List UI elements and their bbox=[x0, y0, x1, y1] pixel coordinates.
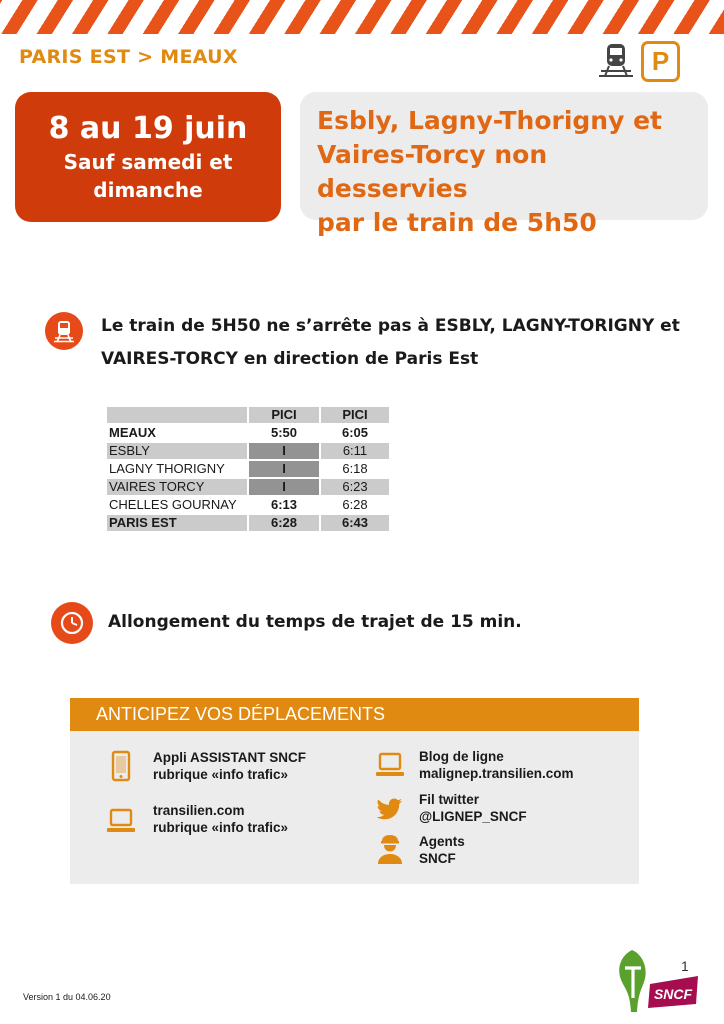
date-exception-line-2: dimanche bbox=[93, 178, 203, 202]
date-exception-line-1: Sauf samedi et bbox=[63, 150, 233, 174]
time-train-2: 6:05 bbox=[341, 425, 369, 440]
table-row bbox=[107, 497, 389, 513]
clock-icon bbox=[51, 602, 93, 644]
time-train-1: I bbox=[249, 479, 319, 495]
timetable-header-row bbox=[107, 407, 389, 423]
station-name: LAGNY THORIGNY bbox=[109, 461, 225, 476]
time-train-2: 6:11 bbox=[321, 443, 389, 459]
time-train-2: 6:28 bbox=[342, 497, 368, 512]
time-train-1: 5:50 bbox=[270, 425, 298, 440]
panel-item-website-line-2: rubrique «info trafic» bbox=[153, 820, 289, 835]
time-train-2: 6:43 bbox=[321, 515, 389, 531]
delay-message: Allongement du temps de trajet de 15 min. bbox=[108, 612, 522, 632]
table-row bbox=[107, 479, 389, 495]
headline-line-1: Esbly, Lagny-Thorigny et bbox=[317, 106, 662, 135]
station-name: ESBLY bbox=[107, 443, 247, 459]
timetable bbox=[105, 405, 391, 533]
laptop-icon bbox=[375, 748, 405, 782]
panel-item-website-line-1: transilien.com bbox=[153, 803, 245, 818]
panel-item-blog-line-2: malignep.transilien.com bbox=[419, 766, 574, 781]
station-name: CHELLES GOURNAY bbox=[109, 497, 237, 512]
table-row bbox=[107, 461, 389, 477]
panel-item-app bbox=[153, 749, 306, 783]
panel-item-twitter-line-2: @LIGNEP_SNCF bbox=[419, 809, 527, 824]
info-message bbox=[101, 310, 701, 376]
panel-item-agents-line-1: Agents bbox=[419, 834, 465, 849]
time-train-2: 6:23 bbox=[321, 479, 389, 495]
time-train-1: I bbox=[249, 461, 319, 477]
info-line-1: Le train de 5H50 ne s’arrête pas à ESBLY, LAGNY-TORIGNY et bbox=[101, 316, 680, 336]
time-train-2: 6:18 bbox=[342, 461, 368, 476]
station-name: PARIS EST bbox=[107, 515, 247, 531]
parking-icon: P bbox=[641, 41, 680, 82]
panel-item-agents bbox=[419, 833, 465, 867]
panel-item-blog bbox=[419, 748, 574, 782]
date-range: 8 au 19 juin bbox=[48, 111, 248, 146]
svg-text:SNCF: SNCF bbox=[653, 986, 693, 1002]
panel-item-app-line-1: Appli ASSISTANT SNCF bbox=[153, 750, 306, 765]
header-cell-train-1: PICI bbox=[249, 407, 319, 423]
anticipate-panel bbox=[70, 698, 639, 884]
version-note: Version 1 du 04.06.20 bbox=[23, 992, 111, 1002]
panel-item-twitter-line-1: Fil twitter bbox=[419, 792, 479, 807]
panel-item-website bbox=[153, 802, 288, 836]
laptop-icon bbox=[106, 804, 136, 838]
panel-item-blog-line-1: Blog de ligne bbox=[419, 749, 504, 764]
time-train-1: I bbox=[249, 443, 319, 459]
panel-item-app-line-2: rubrique «info trafic» bbox=[153, 767, 289, 782]
table-row bbox=[107, 425, 389, 441]
headline-box bbox=[300, 92, 708, 237]
time-train-1: 6:13 bbox=[270, 497, 298, 512]
train-icon bbox=[597, 42, 635, 80]
table-row bbox=[107, 443, 389, 459]
train-circle-icon bbox=[45, 312, 83, 350]
date-box bbox=[15, 92, 281, 222]
twitter-icon bbox=[375, 791, 405, 825]
hazard-stripes bbox=[0, 0, 724, 34]
page-number: 1 bbox=[681, 958, 689, 974]
panel-title: ANTICIPEZ VOS DÉPLACEMENTS bbox=[70, 698, 639, 731]
station-name: MEAUX bbox=[109, 425, 156, 440]
info-line-2: VAIRES-TORCY en direction de Paris Est bbox=[101, 349, 479, 369]
headline-line-2: Vaires-Torcy non desservies bbox=[317, 140, 548, 203]
header-cell-train-2: PICI bbox=[321, 407, 389, 423]
station-name: VAIRES TORCY bbox=[107, 479, 247, 495]
panel-item-agents-line-2: SNCF bbox=[419, 851, 456, 866]
transilien-sncf-logo bbox=[612, 946, 704, 1016]
header-cell-station bbox=[107, 407, 247, 423]
panel-item-twitter bbox=[419, 791, 527, 825]
smartphone-icon bbox=[106, 750, 136, 784]
table-row bbox=[107, 515, 389, 531]
route-title: PARIS EST > MEAUX bbox=[19, 46, 238, 68]
headline-line-3: par le train de 5h50 bbox=[317, 208, 597, 237]
time-train-1: 6:28 bbox=[249, 515, 319, 531]
agent-icon bbox=[375, 832, 405, 866]
